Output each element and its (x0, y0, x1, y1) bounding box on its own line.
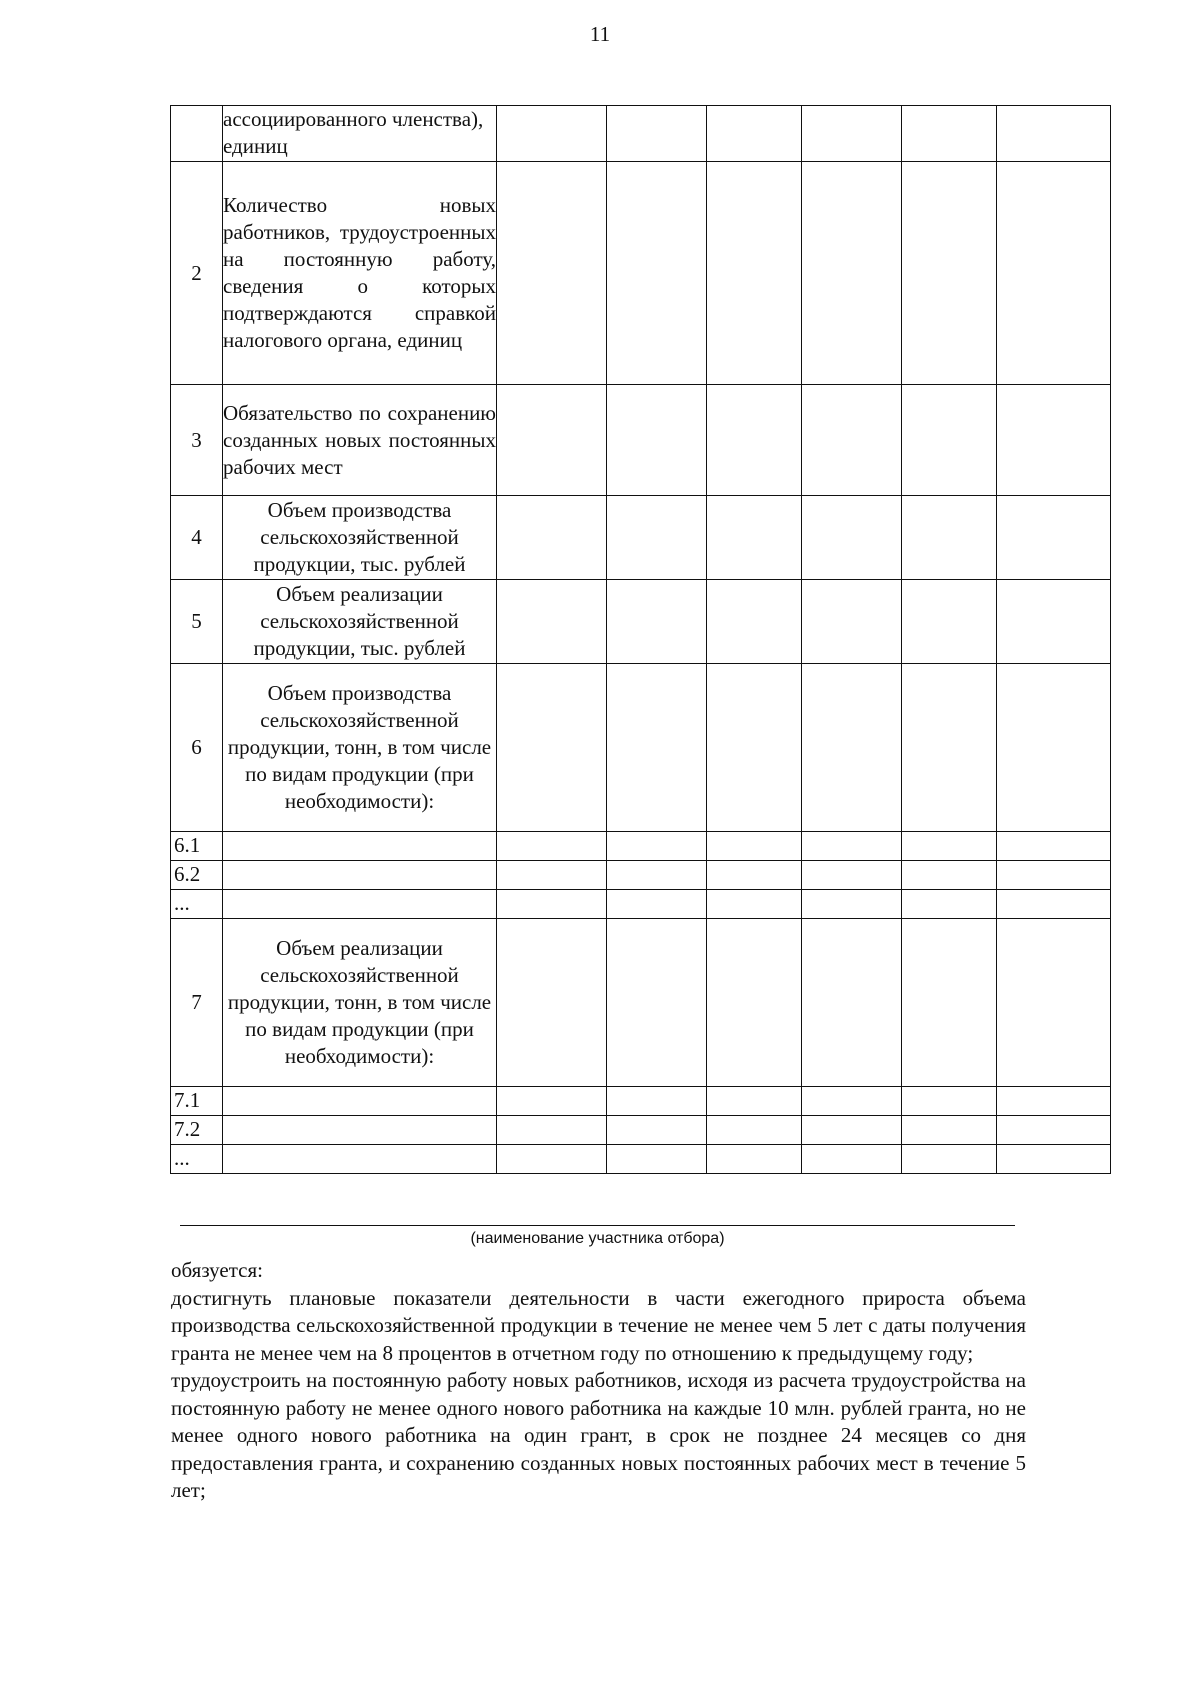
value-cell (707, 106, 802, 162)
value-cell (802, 664, 902, 832)
value-cell (997, 890, 1111, 919)
indicator-name (223, 1145, 497, 1174)
value-cell (902, 664, 997, 832)
indicator-name: Объем реализации сельскохозяйственной продукции, тонн, в том числе по видам продукции (при необходимости): (223, 919, 497, 1087)
value-cell (707, 385, 802, 496)
value-cell (497, 861, 607, 890)
row-number: 7.2 (171, 1116, 223, 1145)
value-cell (497, 919, 607, 1087)
value-cell (802, 580, 902, 664)
value-cell (607, 385, 707, 496)
value-cell (802, 861, 902, 890)
value-cell (497, 496, 607, 580)
table-row (171, 890, 1111, 919)
value-cell (607, 1145, 707, 1174)
value-cell (902, 385, 997, 496)
value-cell (997, 861, 1111, 890)
row-number (171, 106, 223, 162)
table-row (171, 1145, 1111, 1174)
value-cell (997, 162, 1111, 385)
value-cell (902, 1087, 997, 1116)
value-cell (902, 496, 997, 580)
signature-caption: (наименование участника отбора) (470, 1230, 725, 1247)
indicator-name: ассоциированного членства), единиц (223, 106, 497, 162)
value-cell (607, 106, 707, 162)
obligations-block (171, 1257, 1026, 1505)
row-number: 7.1 (171, 1087, 223, 1116)
value-cell (802, 832, 902, 861)
indicator-name (223, 1116, 497, 1145)
value-cell (497, 664, 607, 832)
indicator-name: Объем производства сельскохозяйственной продукции, тыс. рублей (223, 496, 497, 580)
value-cell (497, 1145, 607, 1174)
value-cell (902, 1116, 997, 1145)
value-cell (997, 1145, 1111, 1174)
value-cell (902, 1145, 997, 1174)
value-cell (607, 162, 707, 385)
value-cell (997, 832, 1111, 861)
value-cell (607, 496, 707, 580)
value-cell (607, 919, 707, 1087)
value-cell (607, 890, 707, 919)
indicators-table (170, 105, 1111, 1174)
row-number: ... (171, 890, 223, 919)
table-row (171, 496, 1111, 580)
obligation-paragraph: трудоустроить на постоянную работу новых работников, исходя из расчета трудоустройства на постоянную работу не менее одного нового работника на каждые 10 млн. рублей гранта, но не менее одного нового работника на один грант, в срок не позднее 24 месяцев со дня предоставления гранта, и сохранению созданных новых постоянных рабочих мест в течение 5 лет; (171, 1368, 1026, 1502)
value-cell (497, 106, 607, 162)
value-cell (997, 664, 1111, 832)
value-cell (707, 580, 802, 664)
table-row (171, 1087, 1111, 1116)
table-row (171, 832, 1111, 861)
value-cell (707, 890, 802, 919)
value-cell (997, 580, 1111, 664)
row-number: 6.1 (171, 832, 223, 861)
value-cell (802, 1087, 902, 1116)
value-cell (902, 890, 997, 919)
value-cell (802, 162, 902, 385)
table-row (171, 664, 1111, 832)
value-cell (607, 832, 707, 861)
indicator-name: Обязательство по сохранению созданных новых постоянных рабочих мест (223, 385, 497, 496)
value-cell (707, 919, 802, 1087)
obligation-paragraph: достигнуть плановые показатели деятельности в части ежегодного прироста объема производства сельскохозяйственной продукции в течение не менее чем 5 лет с даты получения гранта не менее чем на 8 процентов в отчетном году по отношению к предыдущему году; (171, 1285, 1026, 1365)
value-cell (802, 919, 902, 1087)
value-cell (802, 496, 902, 580)
value-cell (497, 385, 607, 496)
value-cell (607, 664, 707, 832)
obligations-intro: обязуется: (171, 1258, 263, 1282)
value-cell (707, 1087, 802, 1116)
indicator-name: Количество новых работников, трудоустроенных на постоянную работу, сведения о которых подтверждаются справкой налогового органа, единиц (223, 162, 497, 385)
value-cell (902, 162, 997, 385)
signature-line (180, 1225, 1015, 1226)
value-cell (902, 580, 997, 664)
indicator-name: Объем производства сельскохозяйственной продукции, тонн, в том числе по видам продукции (при необходимости): (223, 664, 497, 832)
value-cell (707, 1116, 802, 1145)
value-cell (497, 832, 607, 861)
table-row (171, 861, 1111, 890)
indicator-name (223, 1087, 497, 1116)
indicator-name: Объем реализации сельскохозяйственной продукции, тыс. рублей (223, 580, 497, 664)
value-cell (902, 919, 997, 1087)
value-cell (707, 861, 802, 890)
value-cell (707, 162, 802, 385)
table-row (171, 162, 1111, 385)
row-number: 5 (171, 580, 223, 664)
row-number: 3 (171, 385, 223, 496)
table-row (171, 919, 1111, 1087)
table-row (171, 385, 1111, 496)
value-cell (802, 890, 902, 919)
row-number: 6 (171, 664, 223, 832)
value-cell (497, 580, 607, 664)
row-number: 4 (171, 496, 223, 580)
value-cell (902, 106, 997, 162)
table-row (171, 106, 1111, 162)
value-cell (607, 580, 707, 664)
indicator-name (223, 832, 497, 861)
row-number: 6.2 (171, 861, 223, 890)
row-number: ... (171, 1145, 223, 1174)
indicator-name (223, 861, 497, 890)
value-cell (997, 385, 1111, 496)
value-cell (902, 861, 997, 890)
indicator-name (223, 890, 497, 919)
value-cell (707, 664, 802, 832)
value-cell (997, 1087, 1111, 1116)
value-cell (997, 106, 1111, 162)
table-row (171, 1116, 1111, 1145)
value-cell (997, 496, 1111, 580)
table-row (171, 580, 1111, 664)
value-cell (802, 385, 902, 496)
value-cell (497, 1087, 607, 1116)
page-number: 11 (589, 22, 611, 46)
value-cell (997, 1116, 1111, 1145)
value-cell (707, 496, 802, 580)
value-cell (497, 890, 607, 919)
value-cell (997, 919, 1111, 1087)
value-cell (707, 832, 802, 861)
value-cell (902, 832, 997, 861)
row-number: 2 (171, 162, 223, 385)
value-cell (802, 1145, 902, 1174)
value-cell (802, 106, 902, 162)
row-number: 7 (171, 919, 223, 1087)
value-cell (802, 1116, 902, 1145)
value-cell (607, 861, 707, 890)
value-cell (607, 1116, 707, 1145)
value-cell (707, 1145, 802, 1174)
value-cell (607, 1087, 707, 1116)
value-cell (497, 1116, 607, 1145)
value-cell (497, 162, 607, 385)
